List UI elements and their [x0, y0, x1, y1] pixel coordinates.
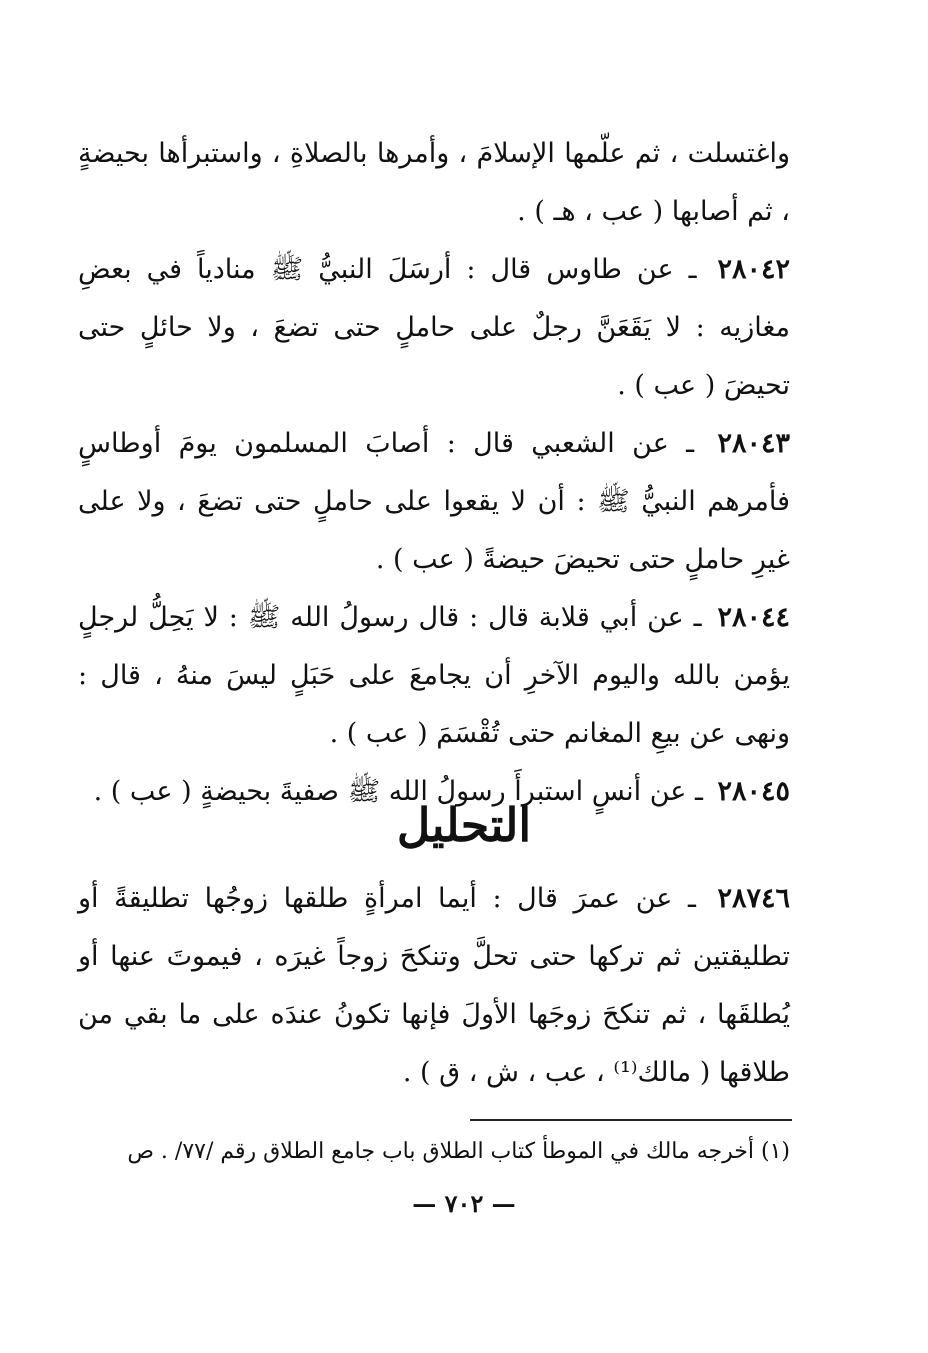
paragraph-continuation	[78, 125, 790, 241]
hadith-text: ـ عن عمرَ قال : أيما امرأةٍ طلقها زوجُها تطليقةً أو تطليقتين ثم تركها حتى تحلَّ وتنكحَ زوجاً غيرَه ، فيموتَ عنها أو يُطلقَها ، ثم تنكحَ زوجَها الأولَ فإنها تكونُ عندَه على ما بقي من طلاقها ( مالك⁽¹⁾ ، عب ، ش ، ق ) .	[78, 883, 790, 1088]
footnote: (١) أخرجه مالك في الموطأ كتاب الطلاق باب جامع الطلاق رقم /٧٧/ . ص	[127, 1139, 790, 1164]
hadith-number: ٢٨٠٤٤	[717, 602, 790, 633]
hadith-number: ٢٨٧٤٦	[717, 883, 790, 914]
paragraph-text: واغتسلت ، ثم علّمها الإسلامَ ، وأمرها بالصلاةِ ، واستبرأها بحيضةٍ ، ثم أصابها ( عب ، هـ ) .	[78, 138, 790, 227]
hadith-text: ـ عن أبي قلابة قال : قال رسولُ الله ﷺ : لا يَحِلُّ لرجلٍ يؤمن بالله واليوم الآخرِ أن يجامعَ على حَبَلٍ ليسَ منهُ ، قال : ونهى عن بيعِ المغانم حتى تُقْسَمَ ( عب ) .	[78, 602, 790, 749]
top-text-block	[78, 125, 790, 821]
bottom-text-block	[78, 870, 790, 1102]
hadith-text: ـ عن أنسٍ استبرأَ رسولُ الله ﷺ صفيةَ بحيضةٍ ( عب ) .	[93, 776, 703, 807]
hadith-number: ٢٨٠٤٢	[717, 254, 790, 285]
page-number: — ٧٠٢ —	[412, 1189, 516, 1218]
hadith-28746	[78, 870, 790, 1102]
hadith-text: ـ عن الشعبي قال : أصابَ المسلمون يومَ أوطاسٍ فأمرهم النبيُّ ﷺ : أن لا يقعوا على حاملٍ حتى تضعَ ، ولا على غيرِ حاملٍ حتى تحيضَ حيضةً ( عب ) .	[78, 428, 790, 575]
hadith-number: ٢٨٠٤٣	[717, 428, 790, 459]
hadith-28043	[78, 415, 790, 589]
hadith-text: ـ عن طاوس قال : أرسَلَ النبيُّ ﷺ منادياً في بعضِ مغازيه : لا يَقَعَنَّ رجلٌ على حاملٍ حتى تضعَ ، ولا حائلٍ حتى تحيضَ ( عب ) .	[78, 254, 790, 401]
hadith-28044	[78, 589, 790, 763]
hadith-number: ٢٨٠٤٥	[717, 776, 790, 807]
section-title: التحليل	[396, 798, 532, 852]
hadith-28042	[78, 241, 790, 415]
footnote-divider	[470, 1119, 792, 1121]
